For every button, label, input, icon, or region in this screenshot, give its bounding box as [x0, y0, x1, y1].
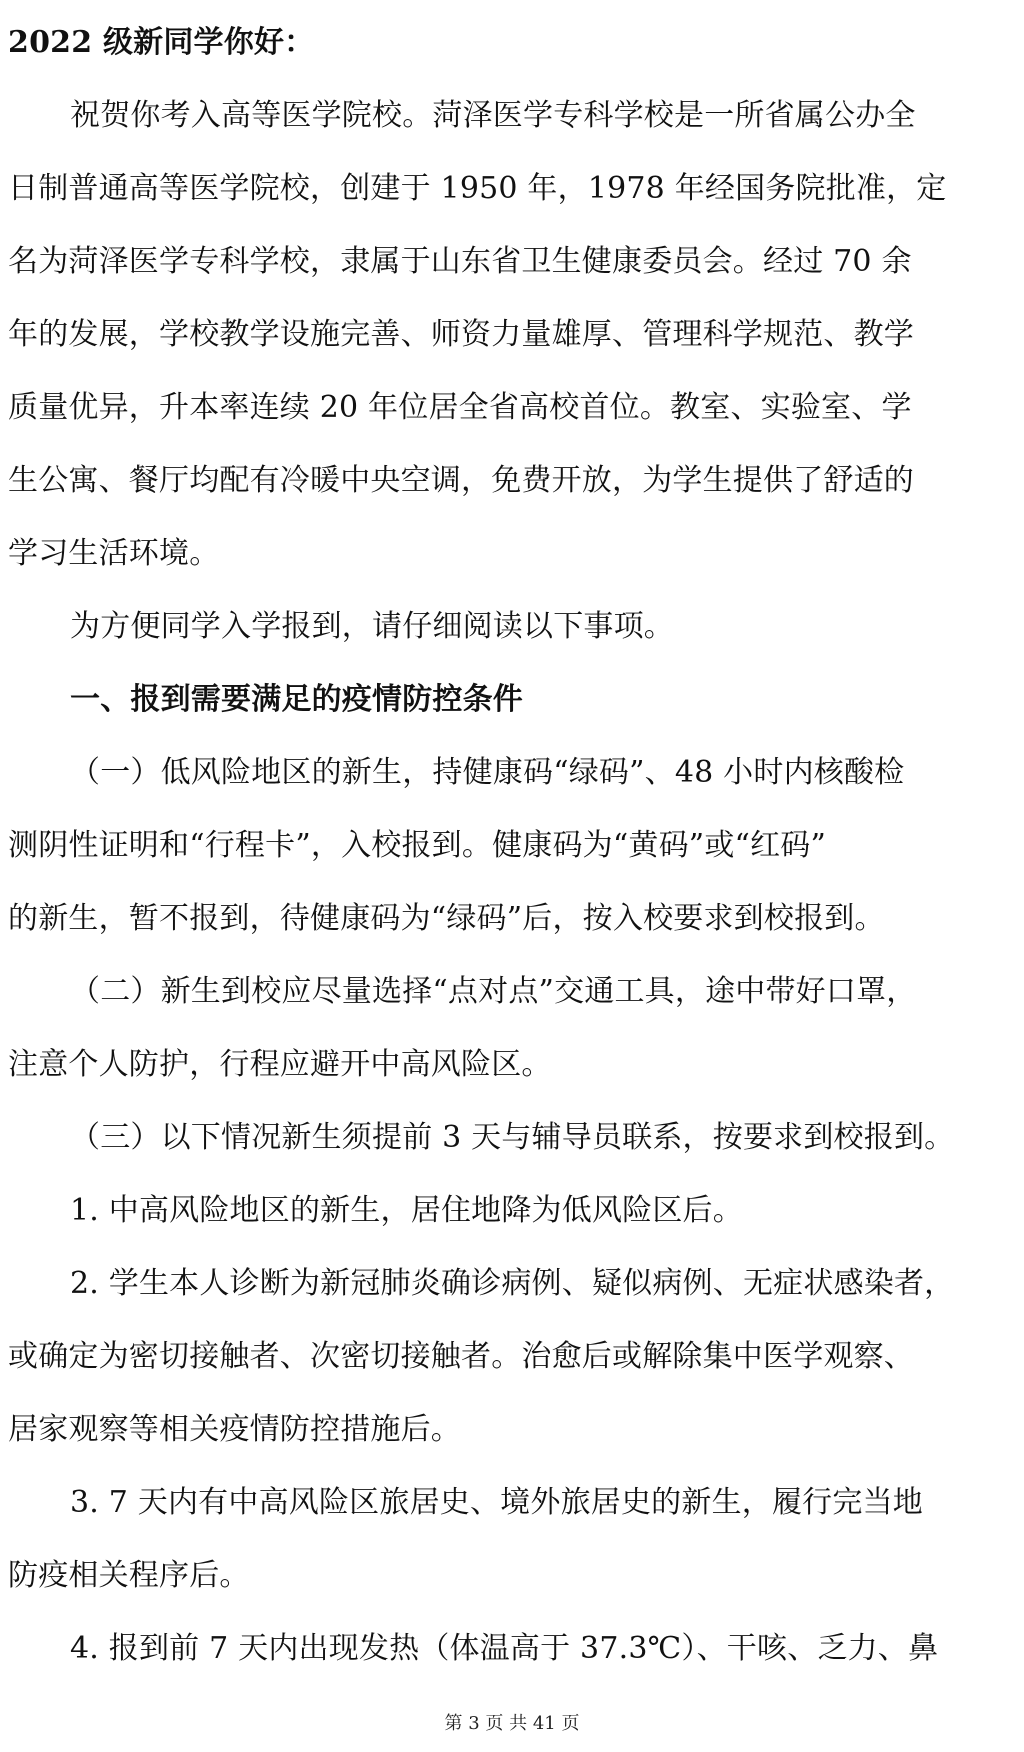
item-line: （一）低风险地区的新生，持健康码“绿码”、48 小时内核酸检 [70, 755, 905, 790]
intro-line: 质量优异，升本率连续 20 年位居全省高校首位。教室、实验室、学 [8, 390, 912, 425]
document-body [8, 6, 1008, 1685]
sub-item-line: 或确定为密切接触者、次密切接触者。治愈后或解除集中医学观察、 [8, 1339, 914, 1374]
item-line: 测阴性证明和“行程卡”，入校报到。健康码为“黄码”或“红码” [8, 828, 827, 863]
sub-item-line: 4. 报到前 7 天内出现发热（体温高于 37.3℃）、干咳、乏力、鼻 [70, 1631, 939, 1666]
intro-line: 年的发展，学校教学设施完善、师资力量雄厚、管理科学规范、教学 [8, 317, 914, 352]
sub-item-line: 防疫相关程序后。 [8, 1558, 250, 1593]
sub-item-line: 居家观察等相关疫情防控措施后。 [8, 1412, 461, 1447]
intro-line: 学习生活环境。 [8, 536, 220, 571]
intro-line: 名为菏泽医学专科学校，隶属于山东省卫生健康委员会。经过 70 余 [8, 244, 912, 279]
item-line: 注意个人防护，行程应避开中高风险区。 [8, 1047, 552, 1082]
section-title: 一、报到需要满足的疫情防控条件 [70, 682, 523, 717]
sub-item-line: 2. 学生本人诊断为新冠肺炎确诊病例、疑似病例、无症状感染者， [70, 1266, 955, 1301]
greeting: 2022 级新同学你好： [8, 25, 315, 60]
notice-text: 为方便同学入学报到，请仔细阅读以下事项。 [70, 609, 674, 644]
sub-item-line: 1. 中高风险地区的新生，居住地降为低风险区后。 [70, 1193, 743, 1228]
sub-item-line: 3. 7 天内有中高风险区旅居史、境外旅居史的新生，履行完当地 [70, 1485, 923, 1520]
intro-line: 日制普通高等医学院校，创建于 1950 年，1978 年经国务院批准，定 [8, 171, 947, 206]
intro-line: 生公寓、餐厅均配有冷暖中央空调，免费开放，为学生提供了舒适的 [8, 463, 914, 498]
item-line: 的新生，暂不报到，待健康码为“绿码”后，按入校要求到校报到。 [8, 901, 885, 936]
page-number-footer: 第 3 页 共 41 页 [444, 1713, 580, 1734]
item-line: （三）以下情况新生须提前 3 天与辅导员联系，按要求到校报到。 [70, 1120, 955, 1155]
intro-line: 祝贺你考入高等医学院校。菏泽医学专科学校是一所省属公办全 [70, 98, 916, 133]
item-line: （二）新生到校应尽量选择“点对点”交通工具，途中带好口罩， [70, 974, 917, 1009]
